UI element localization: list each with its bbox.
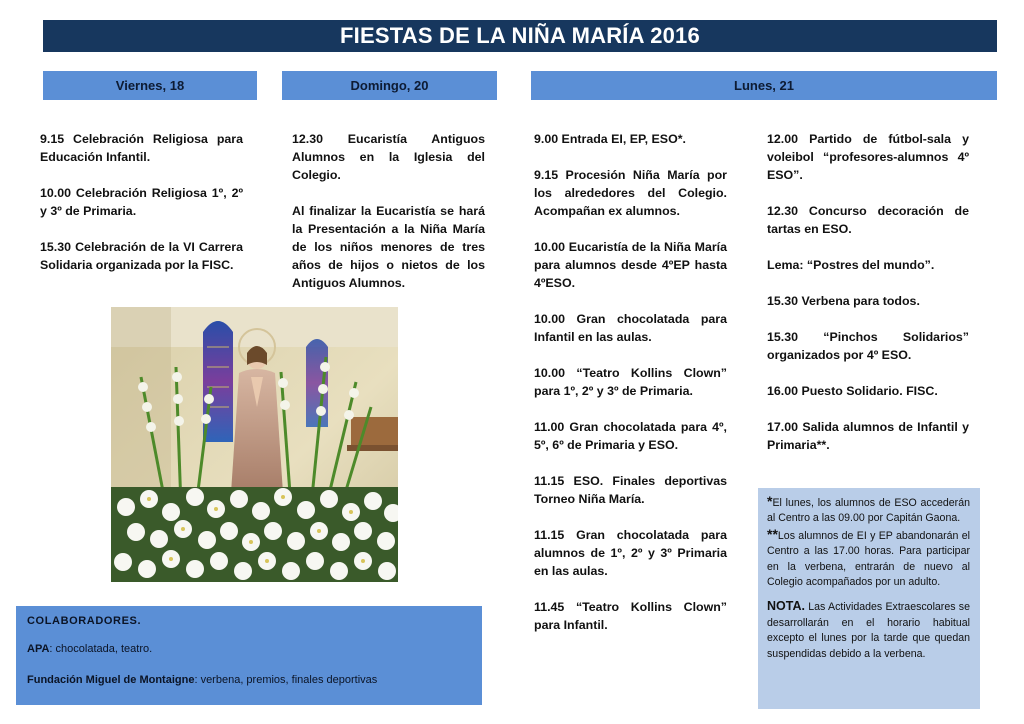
schedule-item: 11.15 ESO. Finales deportivas Torneo Niña María. <box>534 474 727 506</box>
schedule-item: Al finalizar la Eucaristía se hará la Presentación a la Niña María de los niños menores de tres años de hijos o nietos de los Antiguos Alumnos. <box>292 204 485 290</box>
schedule-item: 9.00 Entrada EI, EP, ESO*. <box>534 132 686 146</box>
day-header-sunday: Domingo, 20 <box>282 71 497 100</box>
schedule-item: 12.00 Partido de fútbol-sala y voleibol “profesores-alumnos 4º ESO”. <box>767 132 969 182</box>
note-exit-time: **Los alumnos de EI y EP abandonarán el Centro a las 17.00 horas. Para participar en la verbena, entrarán de nuevo al Colegio acompañados por un adulto. <box>767 525 970 589</box>
schedule-item: 11.45 “Teatro Kollins Clown” para Infantil. <box>534 600 727 632</box>
friday-schedule <box>40 130 243 292</box>
schedule-item: 16.00 Puesto Solidario. FISC. <box>767 384 938 398</box>
schedule-item: 9.15 Celebración Religiosa para Educación Infantil. <box>40 132 243 164</box>
schedule-item: 15.30 “Pinchos Solidarios” organizados por 4º ESO. <box>767 330 969 362</box>
schedule-item: 10.00 Celebración Religiosa 1º, 2º y 3º de Primaria. <box>40 186 243 218</box>
schedule-item: 11.15 Gran chocolatada para alumnos de 1º, 2º y 3º Primaria en las aulas. <box>534 528 727 578</box>
collaborators-heading: COLABORADORES. <box>27 615 142 627</box>
notes-box <box>758 488 980 709</box>
schedule-item: 15.30 Celebración de la VI Carrera Solidaria organizada por la FISC. <box>40 240 243 272</box>
note-extracurricular: NOTA. Las Actividades Extraescolares se desarrollarán en el horario habitual excepto el lunes por la tarde que quedan suspendidas debido a la verbena. <box>767 599 970 660</box>
schedule-item: 9.15 Procesión Niña María por los alrededores del Colegio. Acompañan ex alumnos. <box>534 168 727 218</box>
schedule-item: 10.00 “Teatro Kollins Clown” para 1º, 2º y 3º de Primaria. <box>534 366 727 398</box>
schedule-item: 10.00 Eucaristía de la Niña María para alumnos desde 4ºEP hasta 4ºESO. <box>534 240 727 290</box>
schedule-item: Lema: “Postres del mundo”. <box>767 258 935 272</box>
sunday-schedule <box>292 130 485 310</box>
day-header-friday: Viernes, 18 <box>43 71 257 100</box>
schedule-item: 11.00 Gran chocolatada para 4º, 5º, 6º de Primaria y ESO. <box>534 420 727 452</box>
page-title: FIESTAS DE LA NIÑA MARÍA 2016 <box>43 20 997 52</box>
collaborator-apa: APA: chocolatada, teatro. <box>27 643 153 655</box>
virgin-statue-photo <box>111 307 398 582</box>
schedule-item: 10.00 Gran chocolatada para Infantil en las aulas. <box>534 312 727 344</box>
collaborator-foundation: Fundación Miguel de Montaigne: verbena, premios, finales deportivas <box>27 674 378 686</box>
collaborators-box <box>16 606 482 705</box>
schedule-item: 12.30 Concurso decoración de tartas en ESO. <box>767 204 969 236</box>
schedule-item: 17.00 Salida alumnos de Infantil y Primaria**. <box>767 420 969 452</box>
note-esos-entry: *El lunes, los alumnos de ESO accederán al Centro a las 09.00 por Capitán Gaona. <box>767 493 970 525</box>
monday-schedule-left <box>534 130 727 652</box>
schedule-item: 15.30 Verbena para todos. <box>767 294 920 308</box>
schedule-item: 12.30 Eucaristía Antiguos Alumnos en la Iglesia del Colegio. <box>292 132 485 182</box>
day-header-monday: Lunes, 21 <box>531 71 997 100</box>
monday-schedule-right <box>767 130 969 472</box>
